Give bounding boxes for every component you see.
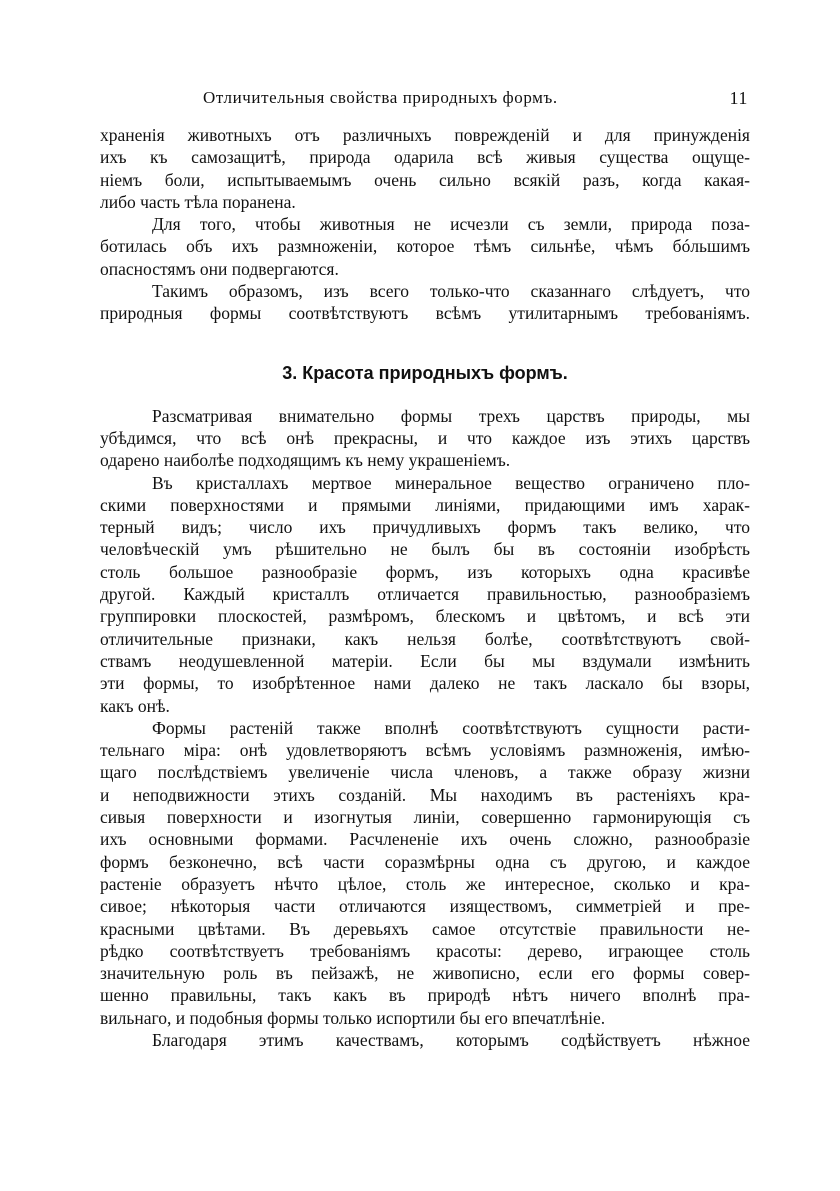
text-line: терный видъ; число ихъ причудливыхъ формъ такъ велико, что [100,517,750,538]
body-text [100,124,750,1051]
text-line: вильнаго, и подобныя формы только испортили бы его впечатлѣніе. [100,1007,606,1028]
text-line: одарено наиболѣе подходящимъ къ нему украшеніемъ. [100,450,511,471]
page-number: 11 [729,88,748,108]
paragraph-3 [100,280,750,325]
text-line: эти формы, то изобрѣтенное нами далеко не такъ ласкало бы взоры, [100,673,750,694]
running-title: Отличительныя свойства природныхъ формъ. [203,88,558,107]
text-line: сивое; нѣкоторыя части отличаются изяществомъ, симметріей и пре- [100,896,750,917]
text-line: ніемъ боли, испытываемымъ очень сильно всякій разъ, когда какая- [100,169,750,190]
text-line: Разсматривая внимательно формы трехъ царствъ природы, мы [152,405,750,426]
text-line: Такимъ образомъ, изъ всего только-что сказаннаго слѣдуетъ, что [152,281,750,302]
text-line: опасностямъ они подвергаются. [100,258,339,279]
text-line: убѣдимся, что всѣ онѣ прекрасны, и что каждое изъ этихъ царствъ [100,427,750,448]
text-line: и неподвижности этихъ созданій. Мы находимъ въ растеніяхъ кра- [100,784,750,805]
book-page [100,88,750,1051]
text-line: столь большое разнообразіе формъ, изъ которыхъ одна красивѣе [100,561,750,582]
text-line: Благодаря этимъ качествамъ, которымъ содѣйствуетъ нѣжное [152,1029,750,1050]
text-line: формъ безконечно, всѣ части соразмѣрны одна съ другою, и каждое [100,851,750,872]
text-line: храненія животныхъ отъ различныхъ повреждeній и для принужденія [100,125,750,145]
text-line: Формы растеній также вполнѣ соотвѣтствуютъ сущности расти- [152,717,750,738]
text-line: тельнаго міра: онѣ удовлетворяютъ всѣмъ условіямъ размноженія, имѣю- [100,740,750,761]
section-title: 3. Красота природныхъ формъ. [282,362,568,383]
text-line: группировки плоскостей, размѣромъ, блескомъ и цвѣтомъ, и всѣ эти [100,606,750,627]
text-line: шенно правильны, такъ какъ въ природѣ нѣтъ ничего вполнѣ пра- [100,985,750,1006]
text-line: либо часть тѣла поранена. [100,191,296,212]
paragraph-4 [100,405,750,472]
text-line: рѣдко соотвѣтствуетъ требованіямъ красоты: дерево, играющее столь [100,940,750,961]
text-line: значительную роль въ пейзажѣ, не живописно, если его формы совер- [100,963,750,984]
paragraph-7 [100,1029,750,1051]
text-line: какъ онѣ. [100,695,170,716]
text-line: другой. Каждый кристаллъ отличается правильностью, разнообразіемъ [100,584,750,605]
text-line: ствамъ неодушевленной матеріи. Если бы мы вздумали измѣнить [100,650,750,671]
text-line: Для того, чтобы животныя не исчезли съ земли, природа поза- [152,214,750,235]
text-line: ихъ основными формами. Расчлененіе ихъ очень сложно, разнообразіе [100,829,750,850]
paragraph-1 [100,124,750,213]
paragraph-6 [100,717,750,1029]
text-line: ботилась объ ихъ размноженіи, которое тѣмъ сильнѣе, чѣмъ бóльшимъ [100,236,750,257]
paragraph-2 [100,213,750,280]
text-line: щаго послѣдствіемъ увеличеніе числа членовъ, а также образу жизни [100,762,750,783]
running-head [100,88,750,118]
text-line: отличительные признаки, какъ нельзя болѣе, соотвѣтствуютъ свой- [100,628,750,649]
text-line: растеніе образуетъ нѣчто цѣлое, столь же интересное, сколько и кра- [100,873,750,894]
text-line: Въ кристаллахъ мертвое минеральное вещество ограничено пло- [152,472,750,493]
paragraph-5 [100,472,750,717]
text-line: красными цвѣтами. Въ деревьяхъ самое отсутствіе правильности не- [100,918,750,939]
text-line: ихъ къ самозащитѣ, природа одарила всѣ живыя существа ощуще- [100,147,750,168]
text-line: скими поверхностями и прямыми линіями, придающими имъ харак- [100,494,750,515]
text-line: человѣческій умъ рѣшительно не былъ бы въ состояніи изобрѣсть [100,539,750,560]
text-line: сивыя поверхности и изогнутыя линіи, совершенно гармонирующія съ [100,807,750,828]
text-line: природныя формы соотвѣтствуютъ всѣмъ утилитарнымъ требованіямъ. [100,303,750,324]
